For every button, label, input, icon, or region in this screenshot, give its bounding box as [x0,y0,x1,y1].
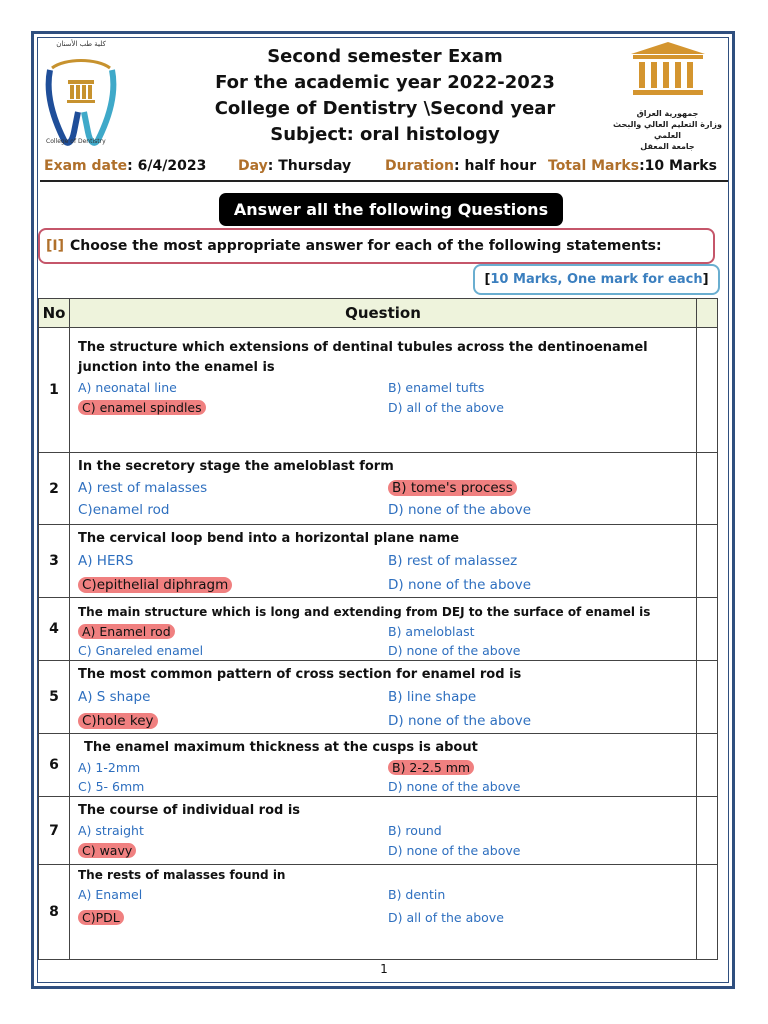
blank-cell [697,453,718,525]
option-a [78,378,388,398]
question-number: 4 [39,598,70,661]
option-text: B) dentin [388,887,446,902]
question-number: 5 [39,661,70,734]
exam-duration: Duration: half hour [385,158,537,174]
question-text: The rests of malasses found in [78,868,286,882]
question-text: In the secretory stage the ameloblast form [78,459,394,474]
option-c [78,641,388,660]
option-text: A) 1-2mm [78,760,141,775]
option-text: A) straight [78,823,144,838]
options [78,378,696,418]
ministry-line: جامعة المعقل [640,142,695,151]
option-c [78,573,388,597]
col-header-blank [697,299,718,328]
exam-duration-value: half hour [464,158,537,174]
option-text: D) all of the above [388,910,504,925]
total-marks-value: 10 Marks [644,158,717,174]
options [78,821,696,861]
options [78,883,696,929]
option-text: C) Gnareled enamel [78,643,204,658]
option-b [388,821,668,841]
table-row [39,797,718,865]
question-number: 2 [39,453,70,525]
option-c [78,499,388,521]
selected-answer: C)hole key [78,713,158,729]
question-cell [70,453,697,525]
option-d [388,777,668,796]
option-d [388,499,668,521]
option-c [78,777,388,796]
selected-answer: B) tome's process [388,480,517,496]
question-number: 6 [39,734,70,797]
options [78,622,696,660]
ministry-line: وزارة التعليم العالي والبحث العلمي [613,120,722,140]
selected-answer: B) 2-2.5 mm [388,760,474,775]
question-cell [70,328,697,453]
blank-cell [697,598,718,661]
question-cell [70,598,697,661]
table-row [39,598,718,661]
table-row [39,865,718,960]
selected-answer: C)PDL [78,910,124,925]
ministry-text [605,108,730,152]
table-row [39,734,718,797]
question-cell [70,734,697,797]
question-text: The most common pattern of cross section for enamel rod is [78,667,522,682]
option-text: D) none of the above [388,643,521,658]
question-text: The cervical loop bend into a horizontal plane name [78,531,460,546]
option-c [78,906,388,929]
selected-answer: A) Enamel rod [78,624,175,639]
exam-date-value: 6/4/2023 [137,158,207,174]
pillars-icon [629,42,707,100]
option-text: D) none of the above [388,502,532,518]
blank-cell [697,525,718,598]
option-text: B) round [388,823,442,838]
option-a [78,685,388,709]
options [78,685,696,733]
exam-day: Day: Thursday [238,158,352,174]
option-text: A) rest of malasses [78,480,208,496]
question-cell [70,525,697,598]
options [78,477,696,521]
options [78,758,696,796]
ministry-line: جمهورية العراق [636,109,699,118]
option-b [388,685,668,709]
option-a [78,622,388,641]
option-b [388,883,668,906]
table-row [39,661,718,734]
table-row [39,328,718,453]
question-number: 8 [39,865,70,960]
question-number: 3 [39,525,70,598]
option-b [388,758,668,777]
question-cell [70,661,697,734]
option-text: D) none of the above [388,577,532,593]
col-header-no: No [39,299,70,328]
marks-note [473,264,720,295]
blank-cell [697,734,718,797]
option-a [78,549,388,573]
option-text: A) S shape [78,689,151,705]
option-text: D) all of the above [388,400,504,415]
option-a [78,477,388,499]
total-marks-label: Total Marks [548,158,640,174]
table-row [39,453,718,525]
section-instruction-text: Choose the most appropriate answer for each of the following statements: [70,238,662,254]
table-row [39,525,718,598]
option-a [78,883,388,906]
marks-note-text: 10 Marks, One mark for each [490,272,703,287]
option-d [388,841,668,861]
tooth-logo-icon [40,50,122,150]
total-marks: Total Marks:10 Marks [548,158,717,174]
selected-answer: C) wavy [78,843,136,858]
option-text: C)enamel rod [78,502,170,518]
academic-year: For the academic year 2022-2023 [215,72,555,93]
subject-line: Subject: oral histology [270,124,500,145]
question-cell [70,865,697,960]
section-instruction [38,228,715,264]
info-divider [40,180,728,182]
exam-date: Exam date: 6/4/2023 [44,158,207,174]
exam-title: Second semester Exam [267,46,503,67]
section-number: [I] [46,238,65,254]
option-d [388,641,668,660]
blank-cell [697,328,718,453]
option-c [78,398,388,418]
option-a [78,821,388,841]
logo-caption: College of Dentistry [46,138,106,145]
ministry-logo [605,40,730,150]
question-number: 7 [39,797,70,865]
question-text: The main structure which is long and extending from DEJ to the surface of enamel is [78,605,651,619]
blank-cell [697,661,718,734]
table-header-row [39,299,718,328]
option-c [78,709,388,733]
option-text: A) Enamel [78,887,143,902]
option-c [78,841,388,861]
question-text: The course of individual rod is [78,803,301,818]
selected-answer: C) enamel spindles [78,400,206,415]
option-text: D) none of the above [388,843,521,858]
option-b [388,622,668,641]
option-text: B) enamel tufts [388,380,485,395]
question-cell [70,797,697,865]
option-b [388,549,668,573]
question-table [38,298,718,960]
selected-answer: C)epithelial diphragm [78,577,232,593]
option-text: A) HERS [78,553,134,569]
option-d [388,573,668,597]
option-text: B) ameloblast [388,624,475,639]
exam-date-label: Exam date [44,158,128,174]
option-text: C) 5- 6mm [78,779,145,794]
blank-cell [697,797,718,865]
option-text: B) line shape [388,689,477,705]
exam-duration-label: Duration [385,158,455,174]
option-d [388,398,668,418]
college-line: College of Dentistry \Second year [214,98,556,119]
blank-cell [697,865,718,960]
question-text: The enamel maximum thickness at the cusps is about [84,740,478,755]
page-number: 1 [380,962,388,976]
exam-day-value: Thursday [278,158,352,174]
option-b [388,477,668,499]
option-d [388,709,668,733]
bracket-open: [ [484,272,491,287]
options [78,549,696,597]
question-number: 1 [39,328,70,453]
option-text: D) none of the above [388,779,521,794]
college-logo [40,40,122,150]
question-text: The structure which extensions of dentinal tubules across the dentinoenamel junction into the enamel is [78,340,648,375]
option-b [388,378,668,398]
option-d [388,906,668,929]
exam-day-label: Day [238,158,268,174]
bracket-close: ] [702,272,709,287]
option-text: B) rest of malassez [388,553,518,569]
option-text: D) none of the above [388,713,532,729]
logo-arabic-text: كلية طب الأسنان [56,40,106,48]
option-text: A) neonatal line [78,380,177,395]
col-header-question: Question [70,299,697,328]
instructions-banner: Answer all the following Questions [219,193,563,226]
option-a [78,758,388,777]
